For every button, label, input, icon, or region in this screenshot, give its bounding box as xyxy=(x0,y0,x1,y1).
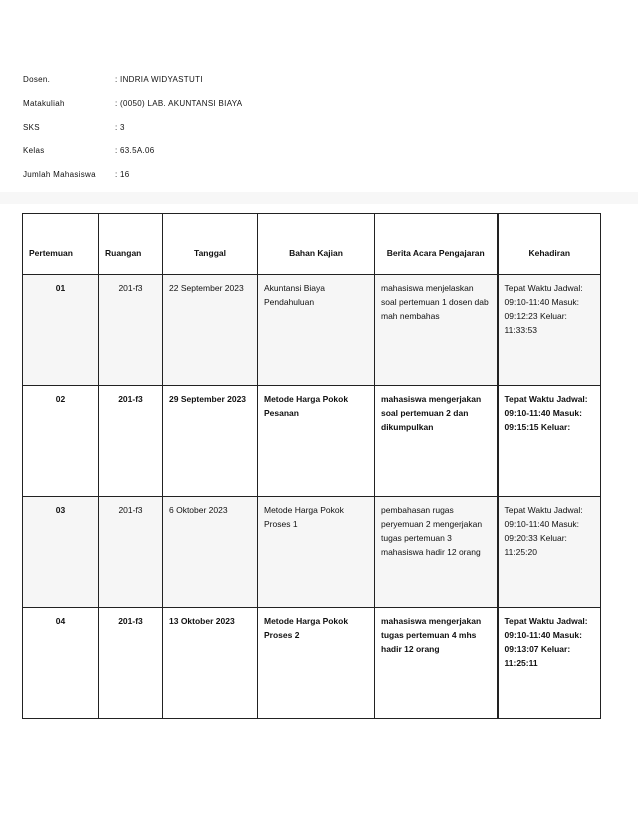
cell-ruangan: 201-f3 xyxy=(99,497,163,608)
cell-kehadiran: Tepat Waktu Jadwal: 09:10-11:40 Masuk: 09:20:33 Keluar: 11:25:20 xyxy=(498,497,601,608)
cell-ruangan: 201-f3 xyxy=(99,275,163,386)
header-berita-acara: Berita Acara Pengajaran xyxy=(375,214,498,275)
sks-value: : 3 xyxy=(115,122,125,132)
matakuliah-value: : (0050) LAB. AKUNTANSI BIAYA xyxy=(115,98,243,108)
cell-tanggal: 22 September 2023 xyxy=(163,275,258,386)
cell-berita-acara: pembahasan rugas peryemuan 2 mengerjakan tugas pertemuan 3 mahasiswa hadir 12 orang xyxy=(375,497,498,608)
header-kehadiran: Kehadiran xyxy=(498,214,601,275)
sks-label: SKS xyxy=(23,122,40,132)
header-ruangan: Ruangan xyxy=(99,214,163,275)
jumlah-mahasiswa-value: : 16 xyxy=(115,170,130,180)
table-row xyxy=(23,386,601,497)
header-pertemuan: Pertemuan xyxy=(23,214,99,275)
cell-bahan-kajian: Metode Harga Pokok Proses 1 xyxy=(258,497,375,608)
cell-tanggal: 29 September 2023 xyxy=(163,386,258,497)
cell-kehadiran: Tepat Waktu Jadwal: 09:10-11:40 Masuk: 09:15:15 Keluar: xyxy=(498,386,601,497)
table-row xyxy=(23,608,601,719)
matakuliah-row xyxy=(23,99,242,123)
cell-pertemuan: 02 xyxy=(23,386,99,497)
cell-ruangan: 201-f3 xyxy=(99,386,163,497)
jumlah-mahasiswa-row xyxy=(23,170,242,194)
dosen-value: : INDRIA WIDYASTUTI xyxy=(115,75,203,84)
cell-berita-acara: mahasiswa mengerjakan soal pertemuan 2 dan dikumpulkan xyxy=(375,386,498,497)
cell-pertemuan: 01 xyxy=(23,275,99,386)
cell-bahan-kajian: Akuntansi Biaya Pendahuluan xyxy=(258,275,375,386)
table-row xyxy=(23,497,601,608)
cell-tanggal: 13 Oktober 2023 xyxy=(163,608,258,719)
cell-tanggal: 6 Oktober 2023 xyxy=(163,497,258,608)
attendance-table xyxy=(22,213,601,719)
cell-bahan-kajian: Metode Harga Pokok Proses 2 xyxy=(258,608,375,719)
cell-berita-acara: mahasiswa mengerjakan tugas pertemuan 4 mhs hadir 12 orang xyxy=(375,608,498,719)
kelas-value: : 63.5A.06 xyxy=(115,146,155,156)
cell-ruangan: 201-f3 xyxy=(99,608,163,719)
dosen-row xyxy=(23,75,242,99)
divider-band xyxy=(0,192,638,204)
table-header-row xyxy=(23,214,601,275)
table-row xyxy=(23,275,601,386)
cell-pertemuan: 03 xyxy=(23,497,99,608)
kelas-row xyxy=(23,146,242,170)
cell-pertemuan: 04 xyxy=(23,608,99,719)
matakuliah-label: Matakuliah xyxy=(23,98,65,108)
cell-kehadiran: Tepat Waktu Jadwal: 09:10-11:40 Masuk: 09:13:07 Keluar: 11:25:11 xyxy=(498,608,601,719)
cell-kehadiran: Tepat Waktu Jadwal: 09:10-11:40 Masuk: 09:12:23 Keluar: 11:33:53 xyxy=(498,275,601,386)
kelas-label: Kelas xyxy=(23,146,45,156)
cell-berita-acara: mahasiswa menjelaskan soal pertemuan 1 dosen dab mah nembahas xyxy=(375,275,498,386)
cell-bahan-kajian: Metode Harga Pokok Pesanan xyxy=(258,386,375,497)
header-tanggal: Tanggal xyxy=(163,214,258,275)
header-bahan-kajian: Bahan Kajian xyxy=(258,214,375,275)
jumlah-mahasiswa-label: Jumlah Mahasiswa xyxy=(23,170,96,180)
sks-row xyxy=(23,123,242,147)
dosen-label: Dosen. xyxy=(23,75,51,84)
course-info xyxy=(23,75,242,194)
